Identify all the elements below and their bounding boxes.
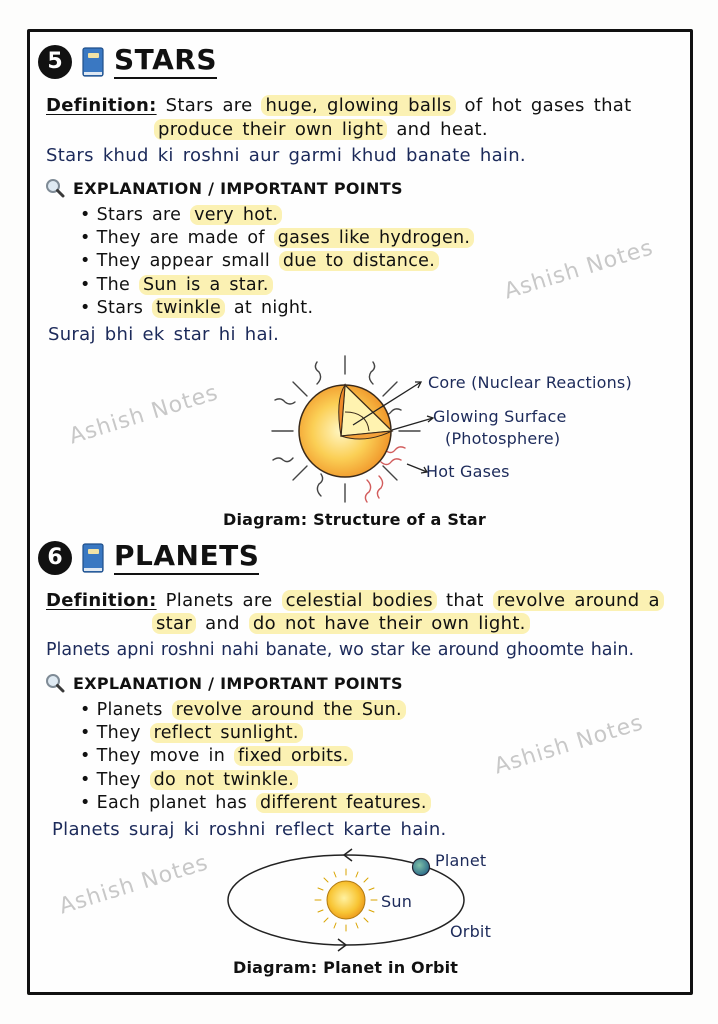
list-item (80, 227, 474, 250)
watermark: Ashish Notes (66, 380, 222, 450)
watermark: Ashish Notes (56, 850, 212, 920)
magnifier-icon (45, 178, 65, 198)
highlight: do not twinkle. (150, 770, 299, 790)
highlight: very hot. (190, 205, 282, 225)
label-orbit: Orbit (450, 922, 492, 941)
list-item (80, 722, 431, 745)
definition-line-1 (46, 95, 631, 116)
label-planet: Planet (435, 851, 487, 870)
text: and heat. (396, 119, 488, 140)
text: Stars are (165, 95, 253, 116)
points-list (80, 204, 474, 320)
text: of hot gases that (464, 95, 632, 116)
highlight: fixed orbits. (234, 746, 353, 766)
list-item (80, 297, 474, 320)
list-item (80, 250, 474, 273)
text: Planets are (165, 590, 273, 611)
section-number-badge: 5 (38, 45, 72, 79)
text: and (205, 613, 240, 634)
highlight: Sun is a star. (139, 275, 273, 295)
text: They appear small (96, 251, 270, 272)
star-structure-diagram (255, 352, 435, 507)
highlight: revolve around the Sun. (172, 700, 406, 720)
magnifier-icon (45, 673, 65, 693)
highlight: due to distance. (279, 251, 439, 271)
highlight: huge, glowing balls (261, 95, 455, 116)
text: Each planet has (96, 792, 248, 813)
highlight: star (152, 613, 196, 634)
list-item (80, 699, 431, 722)
list-item (80, 745, 431, 768)
planet-orbit-diagram (220, 845, 470, 955)
section-number-badge: 6 (38, 541, 72, 575)
label-hot-gases: Hot Gases (426, 462, 510, 481)
diagram-caption: Diagram: Planet in Orbit (233, 958, 459, 977)
definition-line-1 (46, 590, 664, 611)
highlight: produce their own light (154, 119, 387, 140)
text: The (96, 274, 131, 295)
text: Planets (96, 700, 163, 720)
list-item (80, 769, 431, 792)
definition-label: Definition: (46, 95, 157, 116)
section-header (38, 44, 217, 79)
section-title: PLANETS (114, 540, 259, 575)
points-list (80, 699, 431, 815)
hinglish-definition: Planets apni roshni nahi banate, wo star ke around ghoomte hain. (46, 640, 635, 660)
list-item (80, 792, 431, 815)
section-title: STARS (114, 44, 217, 79)
definition-line-2 (152, 613, 530, 634)
label-core: Core (Nuclear Reactions) (428, 373, 632, 392)
highlight: celestial bodies (282, 590, 437, 611)
label-glowing-surface: Glowing Surface (433, 407, 567, 426)
text: that (445, 590, 484, 611)
highlight: different features. (256, 793, 431, 813)
explanation-heading-text: EXPLANATION / IMPORTANT POINTS (73, 673, 403, 693)
list-item (80, 204, 474, 227)
text: They move in (96, 746, 226, 767)
text: Stars (96, 297, 144, 318)
definition-label: Definition: (46, 590, 157, 611)
text: Stars are (96, 205, 182, 225)
label-sun: Sun (381, 892, 413, 911)
section-header (38, 540, 259, 575)
highlight: revolve around a (493, 590, 664, 611)
highlight: reflect sunlight. (150, 723, 303, 743)
highlight: twinkle (152, 298, 225, 318)
book-icon (82, 47, 104, 77)
highlight: do not have their own light. (249, 613, 530, 634)
hinglish-summary: Planets suraj ki roshni reflect karte hain. (52, 819, 447, 840)
text: They (96, 723, 141, 744)
book-icon (82, 543, 104, 573)
text: They (96, 769, 141, 790)
explanation-heading-text: EXPLANATION / IMPORTANT POINTS (73, 178, 403, 198)
label-photosphere: (Photosphere) (445, 429, 561, 448)
definition-line-2 (154, 119, 488, 140)
hinglish-summary: Suraj bhi ek star hi hai. (48, 324, 280, 345)
text: They are made of (96, 228, 265, 249)
hinglish-definition: Stars khud ki roshni aur garmi khud banate hain. (46, 145, 526, 166)
watermark: Ashish Notes (501, 235, 657, 305)
explanation-heading (45, 673, 403, 693)
text: at night. (233, 297, 314, 318)
watermark: Ashish Notes (491, 710, 647, 780)
explanation-heading (45, 178, 403, 198)
list-item (80, 274, 474, 297)
diagram-caption: Diagram: Structure of a Star (223, 510, 486, 529)
highlight: gases like hydrogen. (274, 228, 475, 248)
